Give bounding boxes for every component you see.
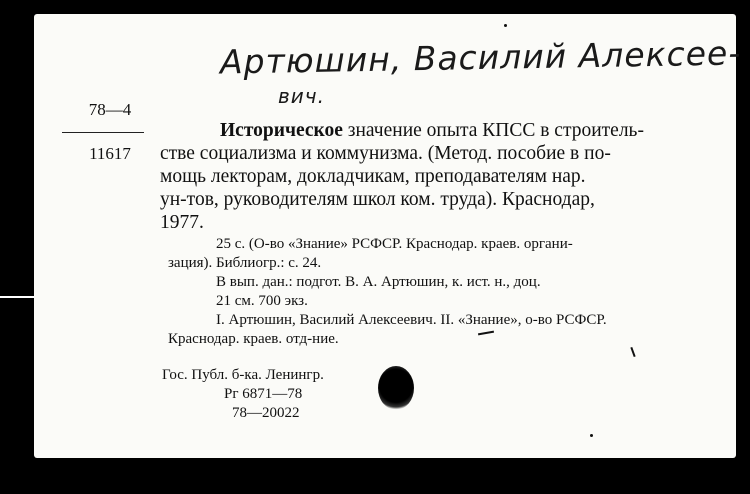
desc-line-4: 21 см. 700 экз.: [216, 293, 308, 309]
pen-mark: [630, 347, 635, 357]
desc-line-2: зация). Библиогр.: с. 24.: [168, 255, 322, 271]
title-line-4: ун-тов, руководителям школ ком. труда). Краснодар,: [160, 189, 595, 210]
desc-line-5: I. Артюшин, Василий Алексеевич. II. «Знание», о-во РСФСР.: [216, 312, 607, 328]
title-line-5: 1977.: [160, 212, 204, 233]
desc-line-6: Краснодар. краев. отд-ние.: [168, 331, 339, 347]
catalog-card: [34, 14, 742, 458]
desc-line-3: В вып. дан.: подгот. В. А. Артюшин, к. ист. н., доц.: [216, 274, 541, 290]
ink-blot: [378, 366, 414, 410]
library-line-3: 78—20022: [232, 405, 300, 421]
shelf-mark-divider: [62, 132, 144, 133]
shelf-mark-bottom: 11617: [89, 144, 131, 163]
library-line-1: Гос. Публ. б-ка. Ленингр.: [162, 367, 324, 383]
pen-mark: [478, 331, 494, 336]
speck: [590, 434, 593, 437]
speck: [504, 24, 507, 27]
title-bold-word: Историческое: [220, 120, 343, 141]
shelf-mark-top: 78—4: [88, 100, 132, 119]
handwritten-author-line-1: Артюшин, Василий Алексее-: [219, 33, 742, 82]
title-line-1: [220, 119, 644, 143]
title-line-2: стве социализма и коммунизма. (Метод. пособие в по-: [160, 143, 611, 164]
library-line-2: Рг 6871—78: [224, 386, 303, 402]
title-line-3: мощь лекторам, докладчикам, преподавателям нар.: [160, 166, 586, 187]
desc-line-1: 25 с. (О-во «Знание» РСФСР. Краснодар. краев. органи-: [216, 236, 573, 252]
title-line-1-rest: значение опыта КПСС в строитель-: [342, 120, 644, 141]
handwritten-author-line-2: вич.: [278, 84, 325, 108]
edge-scratch: [0, 296, 34, 298]
